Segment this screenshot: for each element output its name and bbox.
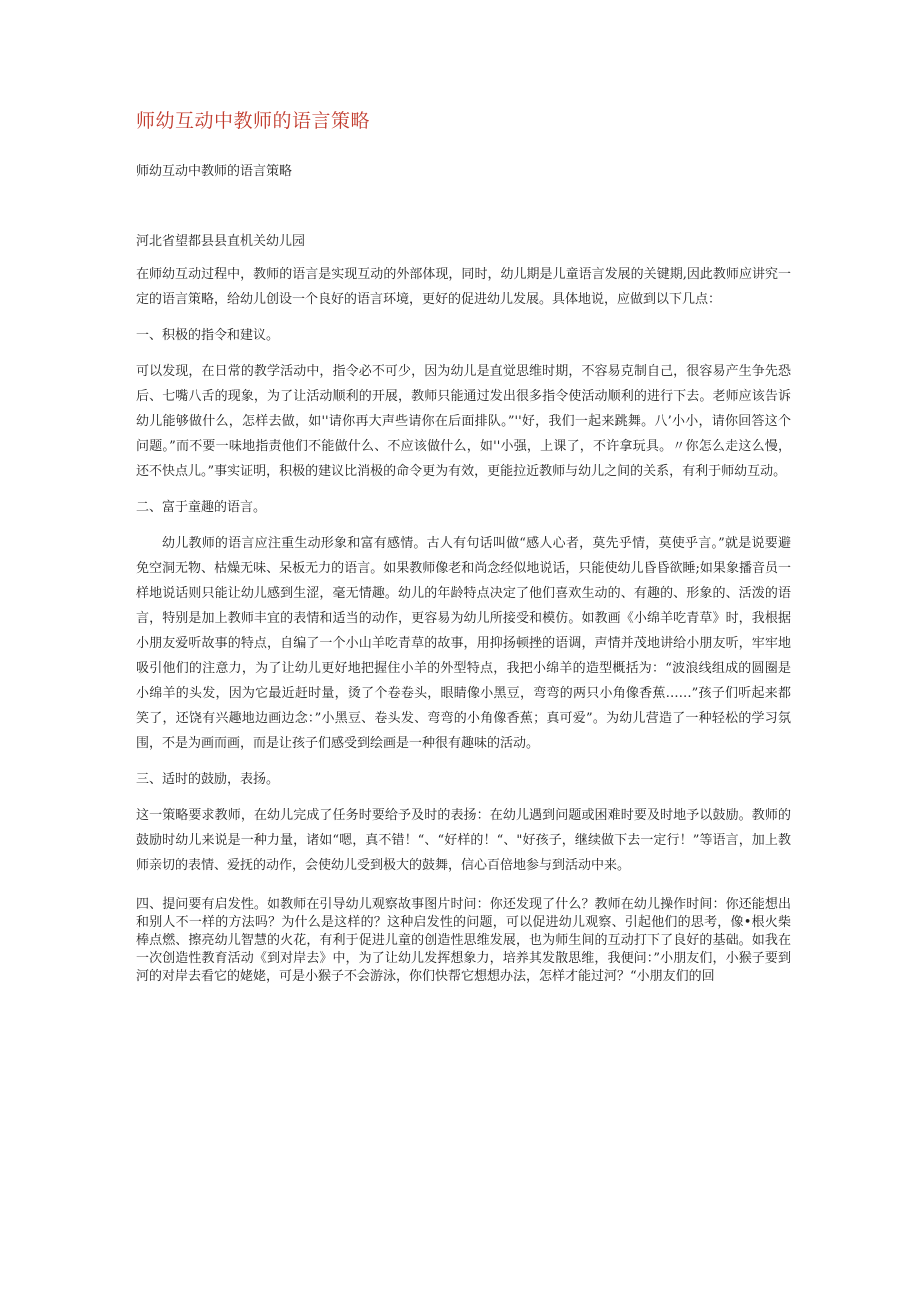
document-subtitle: 师幼互动中教师的语言策略: [136, 164, 293, 179]
section-heading-2: 二、富于童趣的语言。: [136, 500, 267, 515]
paragraph-intro: 在师幼互动过程中，教师的语言是实现互动的外部体现，同时，幼儿期是儿童语言发展的关键期,因此教师应讲究一定的语言策略，给幼儿创设一个良好的语言环境，更好的促进幼儿发展。具体地说，应做到以下几点：: [136, 267, 791, 307]
paragraph-section-3: 这一策略要求教师，在幼儿完成了任务时要给予及时的表扬：在幼儿遇到问题或困难时要及时地予以鼓励。教师的鼓励时幼儿来说是一种力量，诸如“嗯，真不错！“、“好样的！“、"好孩子，继续做下去一定行！”等语言，加上教师亲切的表情、爱抚的动作，会使幼儿受到极大的鼓舞，信心百倍地参与到活动中来。: [136, 808, 791, 873]
paragraph-section-2: 幼儿教师的语言应注重生动形象和富有感情。古人有句话叫做“感人心者，莫先乎情，莫使乎言。”就是说要避免空洞无物、枯燥无味、呆板无力的语言。如果教师像老和尚念经似地说话，只能使幼儿昏昏欲睡;如果象播音员一样地说话则只能让幼儿感到生涩，毫无情趣。幼儿的年龄特点决定了他们喜欢生动的、有趣的、形象的、活泼的语言，特别是加上教师丰宜的表情和适当的动作，更容易为幼儿所接受和模仿。如教画《小绵羊吃青草》时，我根据小朋友爱听故事的特点，自编了一个小山羊吃青草的故事，用抑扬顿挫的语调，声情并茂地讲给小朋友听，牢牢地吸引他们的注意力，为了让幼儿更好地把握住小羊的外型特点，我把小绵羊的造型概括为：“波浪线组成的圆圈是小绵羊的头发，因为它最近赶时量，烫了个卷卷头，眼睛像小黑豆，弯弯的两只小角像香蕉……”孩子们听起来都笑了，还饶有兴趣地边画边念：”小黑豆、卷头发、弯弯的小角像香蕉；真可爱”。为幼儿营造了一种轻松的学习氛围，不是为画而画，而是让孩子们感受到绘画是一种很有趣味的活动。: [136, 536, 791, 751]
document-title: 师幼互动中教师的语言策略: [136, 110, 371, 132]
section-heading-3: 三、适时的鼓励，表扬。: [136, 772, 280, 787]
paragraph-section-4: 四、提问要有启发性。如教师在引导幼儿观察故事图片时问：你还发现了什么？教师在幼儿操作时间：你还能想出和别人不一样的方法吗？为什么是这样的？这种启发性的问题，可以促进幼儿观察、引起他们的思考，像•根火柴棒点燃、擦亮幼儿智慧的火花，有利于促进儿童的创造性思维发展，也为师生间的互动打下了良好的基础。如我在一次创造性教育活动《到对岸去》中，为了让幼儿发挥想象力，培养其发散思维，我便问：”小朋友们，小猴子要到河的对岸去看它的姥姥，可是小猴子不会游泳，你们快帮它想想办法，怎样才能过河？“小朋友们的回: [136, 897, 791, 984]
document-body: [136, 262, 791, 997]
section-heading-1: 一、积极的指令和建议。: [136, 328, 280, 343]
author-organization: 河北省望都县县直机关幼儿园: [136, 234, 306, 249]
paragraph-section-1: 可以发现，在日常的教学活动中，指令必不可少，因为幼儿是直觉思维时期，不容易克制自己，很容易产生争先恐后、七嘴八舌的现象，为了让活动顺利的开展，教师只能通过发出很多指令使活动顺利的进行下去。老师应该告诉幼儿能够做什么，怎样去做，如''请你再大声些请你在后面排队。”''好，我们一起来跳舞。八’小小，请你回答这个问题。”而不要一味地指责他们不能做什么、不应该做什么，如''小强，上课了，不许拿玩具。〃你怎么走这么慢，还不快点儿。”事实证明，积极的建议比消极的命令更为有效，更能拉近教师与幼儿之间的关系，有利于师幼互动。: [136, 364, 791, 479]
